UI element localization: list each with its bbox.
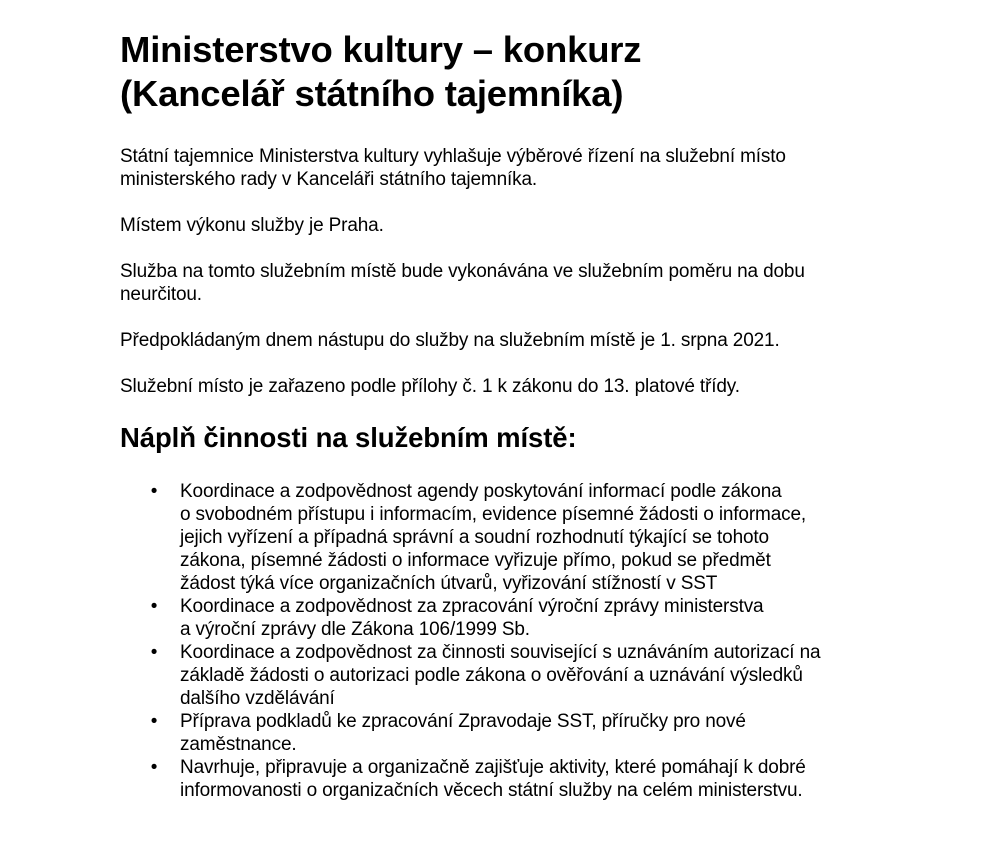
text-line: Koordinace a zodpovědnost agendy poskytování informací podle zákona: [180, 481, 782, 502]
text-line: Koordinace a zodpovědnost za činnosti související s uznáváním autorizací na: [180, 642, 821, 663]
page-title-line: (Kancelář státního tajemníka): [120, 73, 624, 114]
text-line: jejich vyřízení a případná správní a soudní rozhodnutí týkající se tohoto: [180, 527, 769, 548]
list-item: [120, 756, 980, 802]
text-line: Služba na tomto služebním místě bude vykonávána ve služebním poměru na dobu: [120, 261, 805, 282]
list-item: [120, 641, 980, 710]
text-line: neurčitou.: [120, 284, 202, 305]
page-title-line: Ministerstvo kultury – konkurz: [120, 29, 642, 70]
text-line: zákona, písemné žádosti o informace vyřizuje přímo, pokud se předmět: [180, 550, 771, 571]
bullet-icon: •: [150, 757, 158, 778]
text-line: informovanosti o organizačních věcech státní služby na celém ministerstvu.: [180, 780, 803, 801]
list-item: [120, 595, 980, 641]
text-line: o svobodném přístupu i informacím, evidence písemné žádosti o informace,: [180, 504, 807, 525]
text-line: a výroční zprávy dle Zákona 106/1999 Sb.: [180, 619, 530, 640]
page-title: [120, 28, 980, 116]
text-line: Předpokládaným dnem nástupu do služby na služebním místě je 1. srpna 2021.: [120, 330, 780, 351]
text-line: Státní tajemnice Ministerstva kultury vyhlašuje výběrové řízení na služební místo: [120, 146, 786, 167]
text-line: dalšího vzdělávání: [180, 688, 335, 709]
intro-section: [120, 145, 980, 398]
bullet-icon: •: [150, 481, 158, 502]
bullet-icon: •: [150, 596, 158, 617]
intro-paragraph-salary-class: [120, 375, 980, 398]
text-line: žádost týká více organizačních útvarů, vyřizování stížností v SST: [180, 573, 718, 594]
text-line: Koordinace a zodpovědnost za zpracování výroční zprávy ministerstva: [180, 596, 764, 617]
duties-list: [120, 480, 980, 802]
text-line: Služební místo je zařazeno podle přílohy č. 1 k zákonu do 13. platové třídy.: [120, 376, 740, 397]
bullet-icon: •: [150, 642, 158, 663]
list-item: [120, 710, 980, 756]
intro-paragraph-start-date: [120, 329, 980, 352]
text-line: ministerského rady v Kanceláři státního tajemníka.: [120, 169, 538, 190]
intro-paragraph-employment-term: [120, 260, 980, 306]
list-item: [120, 480, 980, 595]
text-line: Příprava podkladů ke zpracování Zpravodaje SST, příručky pro nové: [180, 711, 746, 732]
document-page: [120, 28, 980, 802]
intro-paragraph-announcement: [120, 145, 980, 191]
text-line: Navrhuje, připravuje a organizačně zajišťuje aktivity, které pomáhají k dobré: [180, 757, 806, 778]
text-line: základě žádosti o autorizaci podle zákona o ověřování a uznávání výsledků: [180, 665, 803, 686]
bullet-icon: •: [150, 711, 158, 732]
section-heading-duties: Náplň činnosti na služebním místě:: [120, 422, 577, 453]
intro-paragraph-location: [120, 214, 980, 237]
text-line: Místem výkonu služby je Praha.: [120, 215, 384, 236]
text-line: zaměstnance.: [180, 734, 297, 755]
